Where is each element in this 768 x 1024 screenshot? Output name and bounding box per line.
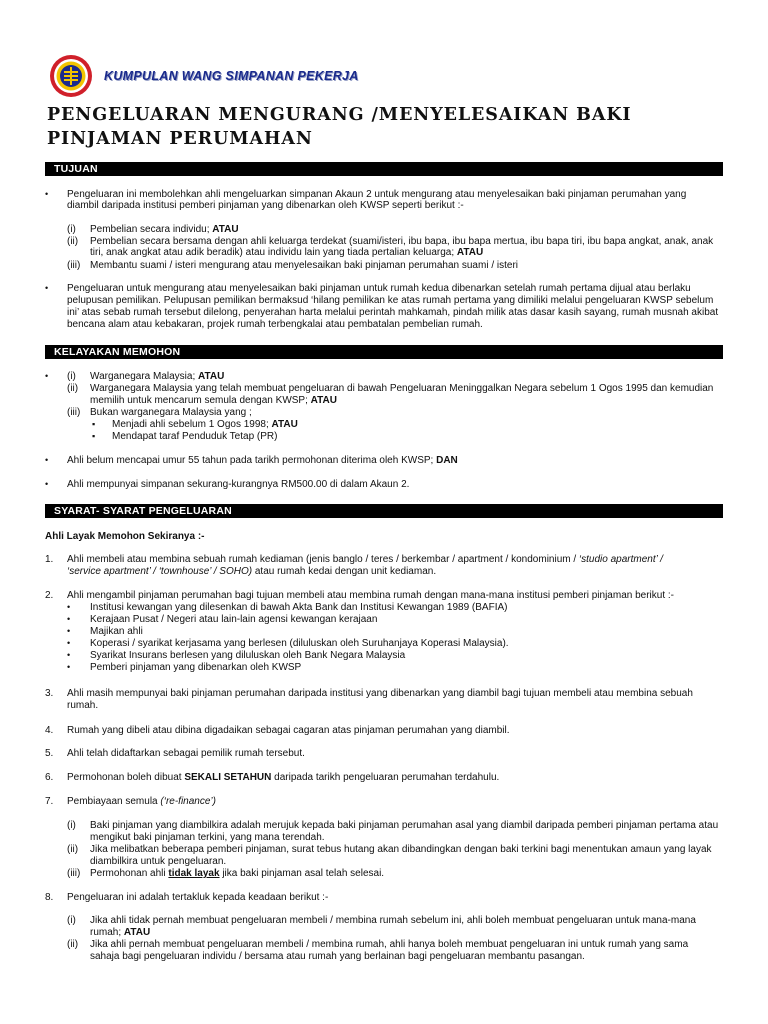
section-heading-kelayakan: KELAYAKAN MEMOHON [45, 345, 723, 359]
list-item: Warganegara Malaysia yang telah membuat pengeluaran di bawah Pengeluaran Meninggalkan Negara sebelum 1 Ogos 1995 dan kemudian [90, 383, 714, 394]
institution-item: Kerajaan Pusat / Negeri atau lain-lain agensi kewangan kerajaan [90, 614, 378, 625]
list-item: Pembelian secara individu; ATAU [90, 224, 239, 235]
list-number: (i) [67, 820, 76, 831]
sub-list-item: Mendapat taraf Penduduk Tetap (PR) [112, 431, 278, 442]
list-number: 4. [45, 725, 54, 736]
list-item: rumah. [67, 700, 99, 711]
list-item: Baki pinjaman yang diambilkira adalah merujuk kepada baki pinjaman perumahan asal yang diambil daripada pemberi pinjaman pertama atau [90, 820, 719, 831]
list-item: memilih untuk mencarum semula dengan KWSP; ATAU [90, 395, 337, 406]
list-number: 8. [45, 892, 54, 903]
list-item: Ahli mengambil pinjaman perumahan bagi tujuan membeli atau membina rumah dengan mana-mana institusi pemberi pinjaman berikut :- [67, 590, 674, 601]
syarat-subheading: Ahli Layak Memohon Sekiranya :- [45, 531, 205, 542]
title-line-1: PENGELUARAN MENGURANG /MENYELESAIKAN BAKI [47, 105, 632, 125]
section-heading-syarat: SYARAT- SYARAT PENGELUARAN [45, 504, 723, 518]
list-item: Jika melibatkan beberapa pemberi pinjaman, surat tebus hutang akan dibandingkan dengan baki terkini bagi menentukan amaun yang layak [90, 844, 712, 855]
sub-list-item: Menjadi ahli sebelum 1 Ogos 1998; ATAU [112, 419, 298, 430]
institution-item: Syarikat Insurans berlesen yang diluluskan oleh Bank Negara Malaysia [90, 650, 406, 661]
list-number: 2. [45, 590, 54, 601]
list-item: Pembiayaan semula (‘re-finance’) [67, 796, 216, 807]
title-line-2: PINJAMAN PERUMAHAN [47, 129, 313, 149]
square-bullet-icon: ▪ [92, 431, 96, 441]
organization-name: KUMPULAN WANG SIMPANAN PEKERJA [104, 69, 359, 83]
list-number: (ii) [67, 383, 79, 394]
list-item: Permohonan ahli tidak layak jika baki pinjaman asal telah selesai. [90, 868, 385, 879]
bullet-icon: • [67, 662, 71, 672]
list-number: 6. [45, 772, 54, 783]
kwsp-logo-icon [49, 54, 93, 98]
bullet-icon: • [45, 283, 49, 293]
list-item: Warganegara Malaysia; ATAU [90, 371, 225, 382]
eligibility-savings: Ahli mempunyai simpanan sekurang-kurangnya RM500.00 di dalam Akaun 2. [67, 479, 410, 490]
institution-item: Institusi kewangan yang dilesenkan di bawah Akta Bank dan Institusi Kewangan 1989 (BAFIA) [90, 602, 508, 613]
list-item: Ahli membeli atau membina sebuah rumah kediaman (jenis banglo / teres / berkembar / apartment / kondominium / ‘studio apartment’ / [67, 554, 663, 565]
bullet-icon: • [67, 638, 71, 648]
list-number: 5. [45, 748, 54, 759]
list-item: Jika ahli tidak pernah membuat pengeluaran membeli / membina rumah sebelum ini, ahli boleh membuat pengeluaran untuk mana-mana [90, 915, 696, 926]
tujuan-paragraph-line: bencana alam atau kebakaran, projek rumah terbengkalai atau pembatalan pembelian rumah. [67, 319, 483, 330]
list-number: (iii) [67, 260, 81, 271]
list-item: rumah; ATAU [90, 927, 151, 938]
bullet-icon: • [45, 455, 49, 465]
list-number: (iii) [67, 407, 81, 418]
section-heading-tujuan: TUJUAN [45, 162, 723, 176]
tujuan-paragraph-line: Pengeluaran ini membolehkan ahli mengeluarkan simpanan Akaun 2 untuk mengurang atau menyelesaikan baki pinjaman perumahan yang [67, 189, 687, 200]
list-number: (ii) [67, 236, 79, 247]
tujuan-paragraph-line: Pengeluaran untuk mengurang atau menyelesaikan baki pinjaman untuk rumah kedua dibenarkan setelah rumah pertama dijual atau berlaku [67, 283, 691, 294]
bullet-icon: • [67, 614, 71, 624]
institution-item: Koperasi / syarikat kerjasama yang berlesen (diluluskan oleh Suruhanjaya Koperasi Malaysia). [90, 638, 509, 649]
tujuan-paragraph-line: pelupusan pemilikan. Pelupusan pemilikan bermaksud ‘hilang pemilikan ke atas rumah pertama yang dimiliki melalui pengeluaran KWSP sebelum [67, 295, 714, 306]
list-item: Ahli masih mempunyai baki pinjaman perumahan daripada institusi yang dibenarkan yang diambil bagi tujuan membeli atau membina sebuah [67, 688, 693, 699]
bullet-icon: • [45, 189, 49, 199]
eligibility-age: Ahli belum mencapai umur 55 tahun pada tarikh permohonan diterima oleh KWSP; DAN [67, 455, 458, 466]
bullet-icon: • [67, 626, 71, 636]
bullet-icon: • [67, 602, 71, 612]
bullet-icon: • [45, 371, 49, 381]
list-number: (ii) [67, 939, 79, 950]
list-number: 7. [45, 796, 54, 807]
list-number: (i) [67, 224, 76, 235]
list-item: Bukan warganegara Malaysia yang ; [90, 407, 252, 418]
list-item: Pembelian secara bersama dengan ahli keluarga terdekat (suami/isteri, ibu bapa, ibu bapa mertua, ibu bapa tiri, ibu bapa angkat, anak, anak [90, 236, 714, 247]
list-number: 3. [45, 688, 54, 699]
page-title [47, 103, 737, 151]
list-item: mengikut baki pinjaman terkini, yang mana terendah. [90, 832, 325, 843]
list-item: diambilkira untuk pengeluaran. [90, 856, 227, 867]
list-number: (i) [67, 371, 76, 382]
bullet-icon: • [45, 479, 49, 489]
list-item: Jika ahli pernah membuat pengeluaran membeli / membina rumah, ahli hanya boleh membuat pengeluaran ini untuk rumah yang sama [90, 939, 689, 950]
institution-item: Pemberi pinjaman yang dibenarkan oleh KWSP [90, 662, 302, 673]
bullet-icon: • [67, 650, 71, 660]
list-item: Rumah yang dibeli atau dibina digadaikan sebagai cagaran atas pinjaman perumahan yang diambil. [67, 725, 510, 736]
list-number: 1. [45, 554, 54, 565]
list-number: (iii) [67, 868, 81, 879]
tujuan-paragraph-line: diambil daripada institusi pemberi pinjaman yang dibenarkan oleh KWSP seperti berikut :- [67, 200, 464, 211]
square-bullet-icon: ▪ [92, 419, 96, 429]
tujuan-paragraph-line: ini’ atas sebab rumah tersebut dilelong, penyerahan harta melalui perintah mahkamah, pindah milik atas dasar kasih sayang, rumah musnah akibat [67, 307, 719, 318]
list-number: (i) [67, 915, 76, 926]
institution-item: Majikan ahli [90, 626, 143, 637]
list-item: Ahli telah didaftarkan sebagai pemilik rumah tersebut. [67, 748, 305, 759]
list-number: (ii) [67, 844, 79, 855]
list-item: Permohonan boleh dibuat SEKALI SETAHUN daripada tarikh pengeluaran perumahan terdahulu. [67, 772, 500, 783]
list-item: Pengeluaran ini adalah tertakluk kepada keadaan berikut :- [67, 892, 329, 903]
list-item: tiri, anak angkat atau adik beradik) atau individu lain yang tiada pertalian keluarga; ATAU [90, 247, 484, 258]
list-item: sahaja bagi pengeluaran individu / bersama atau rumah yang berlainan bagi pengeluaran membantu pasangan. [90, 951, 585, 962]
list-item: ‘service apartment’ / ‘townhouse’ / SOHO) atau rumah kedai dengan unit kediaman. [67, 566, 437, 577]
list-item: Membantu suami / isteri mengurang atau menyelesaikan baki pinjaman perumahan suami / isteri [90, 260, 518, 271]
